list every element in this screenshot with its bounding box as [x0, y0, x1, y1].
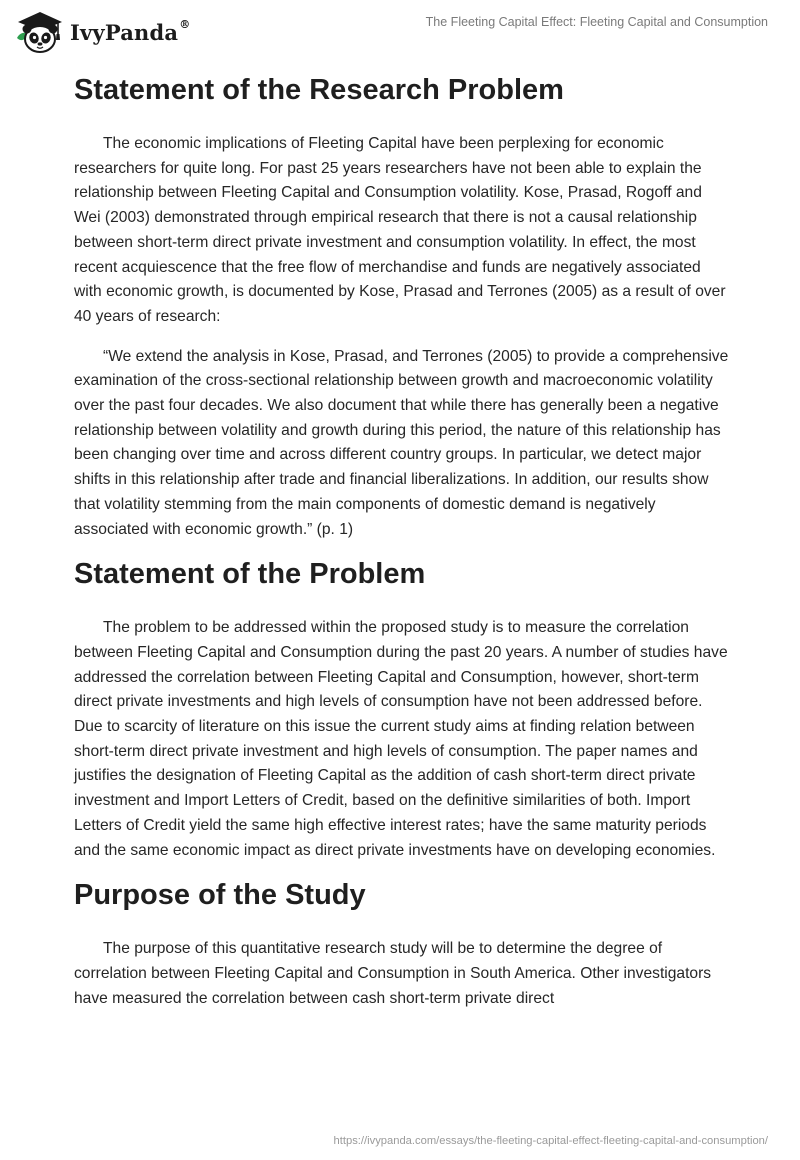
paragraph: The purpose of this quantitative research study will be to determine the degree of correlation between Fleeting Capital and Consumption in South America. Other investigators have measured the correlation between cash short-term private direct: [74, 940, 712, 1007]
paragraph: The problem to be addressed within the proposed study is to measure the correlation between Fleeting Capital and Consumption during the past 20 years. A number of studies have addressed the correlation between Fleeting Capital and Consumption, however, short-term direct private investments and high levels of consumption have not been addressed before. Due to scarcity of literature on this issue the current study aims at finding relation between short-term direct private investment and high levels of consumption. The paper names and justifies the designation of Fleeting Capital as the addition of cash short-term direct private investment and Import Letters of Credit, based on the definitive similarities of both. Import Letters of Credit yield the same high effective interest rates; have the same maturity periods and the same economic impact as direct private investments have on developing economies.: [74, 619, 728, 859]
paragraph: The economic implications of Fleeting Capital have been perplexing for economic researchers for quite long. For past 25 years researchers have not been able to explain the relationship between Fleeting Capital and Consumption volatility. Kose, Prasad, Rogoff and Wei (2003) demonstrated through empirical research that there is not a causal relationship between short-term direct private investment and consumption volatility. In effect, the most recent acquiescence that the free flow of merchandise and funds are negatively associated with economic growth, is documented by Kose, Prasad and Terrones (2005) as a result of over 40 years of research:: [74, 135, 726, 325]
section-heading-purpose: Purpose of the Study: [74, 879, 366, 912]
ivypanda-logo[interactable]: [14, 10, 190, 54]
panda-graduate-icon: [14, 10, 66, 54]
section-heading-research-problem: Statement of the Research Problem: [74, 74, 564, 106]
essay-body: [74, 72, 730, 1011]
logo-wordmark: IvyPanda®: [70, 17, 191, 45]
page-header: [0, 0, 800, 64]
quote-paragraph: “We extend the analysis in Kose, Prasad, and Terrones (2005) to provide a comprehensive examination of the cross-sectional relationship between growth and macroeconomic volatility over the past four decades. We also document that while there has generally been a negative relationship between volatility and growth during this period, the nature of this relationship has been changing over time and across different country groups. In particular, we detect major shifts in this relationship after trade and financial liberalizations. In addition, our results show that volatility stemming from the main components of domestic demand is negatively associated with economic growth.” (p. 1): [74, 347, 729, 538]
running-title: The Fleeting Capital Effect: Fleeting Capital and Consumption: [425, 15, 768, 29]
section-heading-problem: Statement of the Problem: [74, 558, 426, 591]
source-url[interactable]: https://ivypanda.com/essays/the-fleeting-capital-effect-fleeting-capital-and-consumption/: [333, 1135, 768, 1147]
